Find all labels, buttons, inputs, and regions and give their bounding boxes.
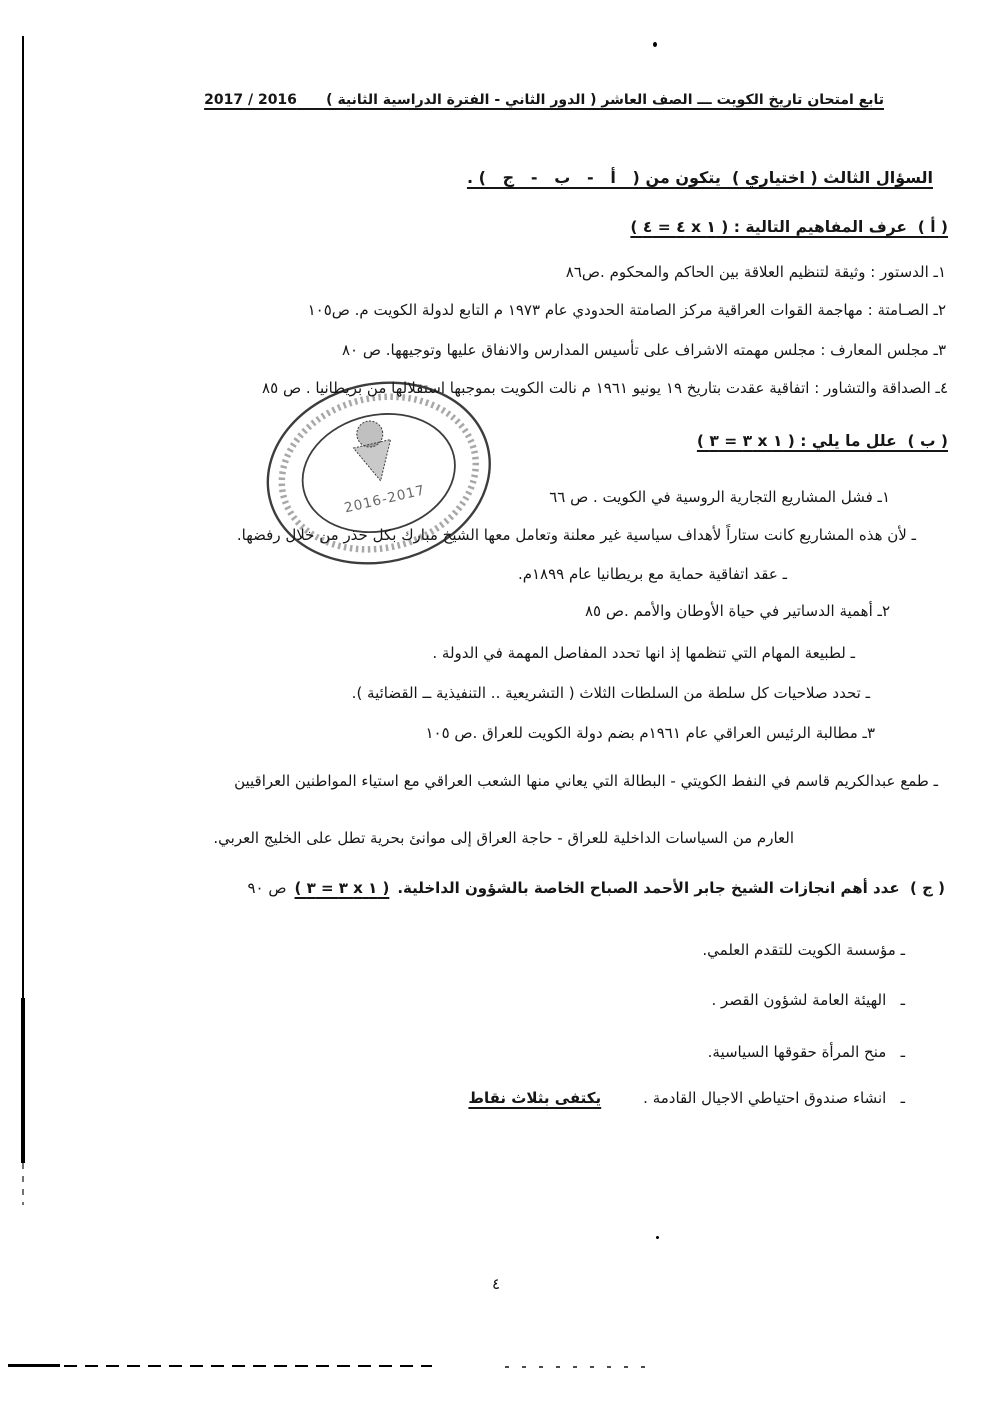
scan-bottom-line-dots xyxy=(505,1366,655,1368)
ink-speck xyxy=(656,1236,659,1239)
achievement-item-2: ـ الهيئة العامة لشؤون القصر . xyxy=(711,991,905,1009)
reasoning-answer-2b: ـ تحدد صلاحيات كل سلطة من السلطات الثلاث ( التشريعية .. التنفيذية ــ القضائية ). xyxy=(351,684,870,702)
definition-item-3: ٣ـ مجلس المعارف : مجلس مهمته الاشراف على تأسيس المدارس والانفاق عليها وتوجيهها. ص ٨٠ xyxy=(341,341,946,359)
achievement-item-3: ـ منح المرأة حقوقها السياسية. xyxy=(707,1043,905,1061)
reasoning-question-1: ١ـ فشل المشاريع التجارية الروسية في الكويت . ص ٦٦ xyxy=(549,488,890,506)
achievement-item-1: ـ مؤسسة الكويت للتقدم العلمي. xyxy=(702,941,905,959)
sufficiency-note: يكتفى بثلاث نقاط xyxy=(468,1089,602,1107)
exam-header: تابع امتحان تاريخ الكويت ـــ الصف العاشر ( الدور الثاني - الفترة الدراسية الثانية ) 2016 / 2017 xyxy=(204,92,884,108)
definition-item-2: ٢ـ الصـامتة : مهاجمة القوات العراقية مركز الصامتة الحدودي عام ١٩٧٣ م التابع لدولة الكويت م. ص١٠٥ xyxy=(307,301,946,319)
scan-bottom-line xyxy=(8,1364,60,1367)
reasoning-answer-3b: العارم من السياسات الداخلية للعراق - حاجة العراق إلى موانئ بحرية تطل على الخليج العربي. xyxy=(213,829,794,847)
ink-speck xyxy=(653,42,657,47)
reasoning-question-3: ٣ـ مطالبة الرئيس العراقي عام ١٩٦١م بضم دولة الكويت للعراق .ص ١٠٥ xyxy=(425,724,875,742)
page-number: ٤ xyxy=(491,1275,501,1293)
reasoning-answer-1b: ـ عقد اتفاقية حماية مع بريطانيا عام ١٨٩٩م. xyxy=(517,565,787,583)
reasoning-question-2: ٢ـ أهمية الدساتير في حياة الأوطان والأمم .ص ٨٥ xyxy=(584,602,890,620)
achievement-item-4 xyxy=(468,1088,905,1110)
reasoning-answer-2a: ـ لطبيعة المهام التي تنظمها إذ انها تحدد المفاصل المهمة في الدولة . xyxy=(432,644,855,662)
scan-left-edge-line-fade xyxy=(22,1163,24,1205)
scan-bottom-line-dashes xyxy=(64,1365,432,1367)
reasoning-answer-1a: ـ لأن هذه المشاريع كانت ستاراً لأهداف سياسية غير معلنة وتعامل معها الشيخ مبارك بكل حذر من خلال رفضها. xyxy=(236,526,916,544)
question-title: السؤال الثالث ( اختياري ) يتكون من ( أ - ب - ج ) . xyxy=(466,168,933,187)
scan-left-edge-line-thick xyxy=(21,998,25,1163)
stamp-emblem-wings xyxy=(354,440,400,486)
achievement-item-4-text: ـ انشاء صندوق احتياطي الاجيال القادمة . xyxy=(643,1089,905,1107)
stamp-year-text: 2016-2017 xyxy=(342,482,427,517)
reasoning-answer-3a: ـ طمع عبدالكريم قاسم في النفط الكويتي - البطالة التي يعاني منها الشعب العراقي مع استياء المواطنين العراقيين xyxy=(234,772,938,790)
definition-item-1: ١ـ الدستور : وثيقة لتنظيم العلاقة بين الحاكم والمحكوم .ص٨٦ xyxy=(565,263,946,281)
definition-item-4: ٤ـ الصداقة والتشاور : اتفاقية عقدت بتاريخ ١٩ يونيو ١٩٦١ م نالت الكويت بموجبها استقلالها من بريطانيا . ص ٨٥ xyxy=(262,379,948,397)
section-c-heading-text: ( ج ) عدد أهم انجازات الشيخ جابر الأحمد الصباح الخاصة بالشؤون الداخلية. xyxy=(397,879,945,897)
section-c-heading xyxy=(248,878,946,900)
section-c-heading-marks: ( ١ x ٣ = ٣ ) xyxy=(294,879,390,897)
section-c-heading-page-ref: ص ٩٠ xyxy=(247,879,287,897)
section-b-heading: ( ب ) علل ما يلي : ( ١ x ٣ = ٣ ) xyxy=(696,432,948,450)
section-a-heading: ( أ ) عرف المفاهيم التالية : ( ١ x ٤ = ٤ ) xyxy=(630,218,948,236)
scan-left-edge-line xyxy=(22,36,24,998)
